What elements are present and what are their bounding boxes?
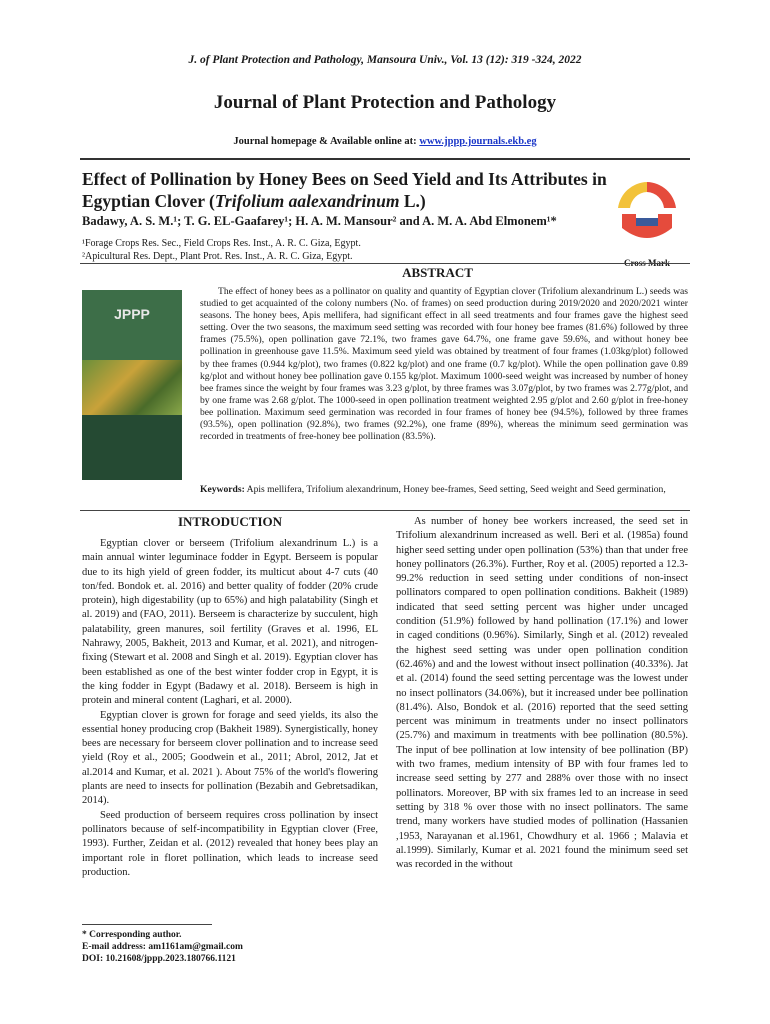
title-top-rule: [80, 158, 690, 160]
intro-paragraph: Seed production of berseem requires cross pollination by insect pollinators because of self-incompatibility in Egyptian clover (Free, 1993). Further, Zeidan et al. (2012) revealed that honey bees play an important role in floret pollination, which leads to increase seed production.: [82, 809, 378, 878]
doi: DOI: 10.21608/jppp.2023.180766.1121: [82, 954, 236, 964]
journal-cover-image: [82, 290, 182, 480]
intro-paragraph: As number of honey bee workers increased, the seed set in Trifolium alexandrinum increased as well. Beri et al. (1985a) found higher seed setting under open pollination (53%) than that under free honey pollinators (26.3%). Further, Roy et al. (2005) reported a 12.3- 99.2% reduction in seed setting under conditions of non-insect pollinators compared to open pollination conditions. Bakheit (1989) indicated that seed setting percent was higher under uncaged condition (51.9%) followed by hand pollination (17.1%) and lower in caged conditions (0.96%). Similarly, Singh et al. (2012) revealed the highest seed setting was under open pollination condition (62.46%) and and the lowest without insect pollination (40.33%). Jat et al. (2014) found the seed setting percentage was the lowest under no insect pollinators (34.06%), but it increased under bee pollination (81.4%). Also, Bondok et al. (2016) reported that the seed setting percent was minimum in treatments under no insect pollinators (25.7%) and maximum in treatments with bee pollination (80.5%). The input of bee pollination at low intensity of bee pollination (BP) with two frames, medium intensity of BP with four frames led to increase seed setting by 277 and 288% over those with no insect pollinators. Moreover, BP with six frames led to an increase in seed setting by 318 % over those with no insect pollinators. The same trend, many workers have studied modes of pollination (Hassanien ,1953, Narayanan et al.1961, Chowdhury et al. 1966 ; Malavia et al.1999). Similarly, Kumar et al. 2021 found the minimum seed set was recorded in the without: [396, 516, 688, 871]
journal-homepage: [0, 136, 770, 147]
crossmark-icon[interactable]: [612, 178, 682, 250]
title-species: Trifolium aalexandrinum: [214, 191, 400, 211]
introduction-right-column: [396, 515, 688, 872]
introduction-left-column: [82, 537, 378, 880]
abstract-heading: ABSTRACT: [402, 265, 473, 280]
keywords-text: Apis mellifera, Trifolium alexandrinum, Honey bee-frames, Seed setting, Seed weight and Seed germination,: [244, 484, 666, 495]
affiliation-1: ¹Forage Crops Res. Sec., Field Crops Res. Inst., A. R. C. Giza, Egypt.: [82, 238, 361, 249]
keywords-label: Keywords:: [200, 484, 245, 495]
footnote-rule: [82, 924, 212, 925]
running-head: J. of Plant Protection and Pathology, Mansoura Univ., Vol. 13 (12): 319 -324, 2022: [188, 54, 582, 66]
corresponding-email: E-mail address: am1161am@gmail.com: [82, 942, 243, 952]
title-part-1: Effect of Pollination by Honey Bees on Seed Yield and Its Attributes in Egyptian Clover (: [82, 169, 607, 211]
keywords: [200, 484, 688, 496]
corresponding-author: * Corresponding author.: [82, 930, 182, 940]
abstract-top-rule: [80, 263, 690, 264]
cover-title: JPPP: [114, 306, 150, 322]
intro-paragraph: Egyptian clover is grown for forage and seed yields, its also the essential honey producing crop (Bakheit 1989). Synergistically, honey bees are necessary for berseem clover pollination and to increase seed yield (Roy et al., 2005; Goodwein et al., 2011; Abrol, 2012, Jat et al.2014 and Kumar, et al. 2021 ). About 75% of the world's flowering plants are need to insects for pollination (Bezabih and Gebretsadikan, 2014).: [82, 709, 378, 807]
title-part-2: L.): [399, 191, 426, 211]
abstract-text: The effect of honey bees as a pollinator on quality and quantity of Egyptian clover (Trifolium alexandrinum L.) seeds was studied to get acquainted of the colony numbers (No. of frames) on seed production during 2019/2020 and 2020/2021 winter seasons. The honey bees, Apis mellifera, had significant effect in all seed treatments and four frames gave the highest seed setting. Over the two seasons, the maximum seed setting was recorded with four honey bee frames (81.6%) followed by three frames (75.5%), open pollination gave 72.1%, two frames gave 64.7%, one frame gave 59.6%, and without honey bee pollination in greenhouse gave 11.5%. Maximum seed yield was obtained by treatment of four frames (1.03kg/plot) followed by thee frames (0.944 kg/plot), two frames (0.822 kg/plot) and one frame (0.7 kg/plot). While the open pollination gave 0.89 kg/plot and without honey bee pollination gave 0.155 kg/plot. Maximum 1000-seed weight was increased by number of honey bee frames since the weight by four frames was 3.23 g/plot, by three frames was 3.07g/plot, by two frames was 2.77g/plot, and by one frame was 2.68 g/plot. The 1000-seed in open pollination treatment weighted 2.95 g/plot and 2.60 g/plot in free-honey bee pollination. Maximum seed germination was recorded in four frames of honey bee (94.5%), followed by three frames (93.5%), open pollination (92.8%), two frames (92.2%), one frame (89%), whereas the minimum seed germination was recorded in treatments of free-honey bee pollination (83.5%).: [200, 286, 688, 443]
affiliation-2: ²Apicultural Res. Dept., Plant Prot. Res. Inst., A. R. C. Giza, Egypt.: [82, 251, 353, 262]
homepage-link[interactable]: www.jppp.journals.ekb.eg: [419, 136, 537, 147]
crossmark-label: Cross Mark: [623, 258, 671, 268]
intro-paragraph: Egyptian clover or berseem (Trifolium alexandrinum L.) is a main annual winter leguminace fodder in Egypt. Berseem is popular due to its high yield of green fodder, its multicut about 4-7 cuts (40 ton/fed. Bondok et. al. 2016) and better quality of fodder (20% crude protein), high digestability (up to 65%) and high palatability (Singh et al. 2019) and (FAO, 2011). Berseem is characterize by succulent, high palatability, green manures, soil fertility (Graves et al. 1996, EL Nahrawy, 2005, Bakheit, 2013 and Kumar, et al. 2021), and nitrogen- fixing (Stewart et al. 2008 and Singh et al. 2019). Egyptian clover has been established as one of the best winter fodder crop in Egypt, it is the king fodder in Egypt (Badawy et al. 2018). Berseem is high in protein and mineral content (Laghari, et al. 2000).: [82, 538, 378, 707]
paper-title: [82, 168, 642, 212]
introduction-heading: INTRODUCTION: [177, 514, 282, 529]
abstract-bottom-rule: [80, 510, 690, 511]
homepage-label: Journal homepage & Available online at:: [233, 136, 420, 147]
journal-title: Journal of Plant Protection and Pathology: [213, 92, 557, 113]
authors: Badawy, A. S. M.¹; T. G. EL-Gaafarey¹; H. A. M. Mansour² and A. M. A. Abd Elmonem¹*: [82, 214, 557, 228]
footnote: [82, 929, 382, 965]
